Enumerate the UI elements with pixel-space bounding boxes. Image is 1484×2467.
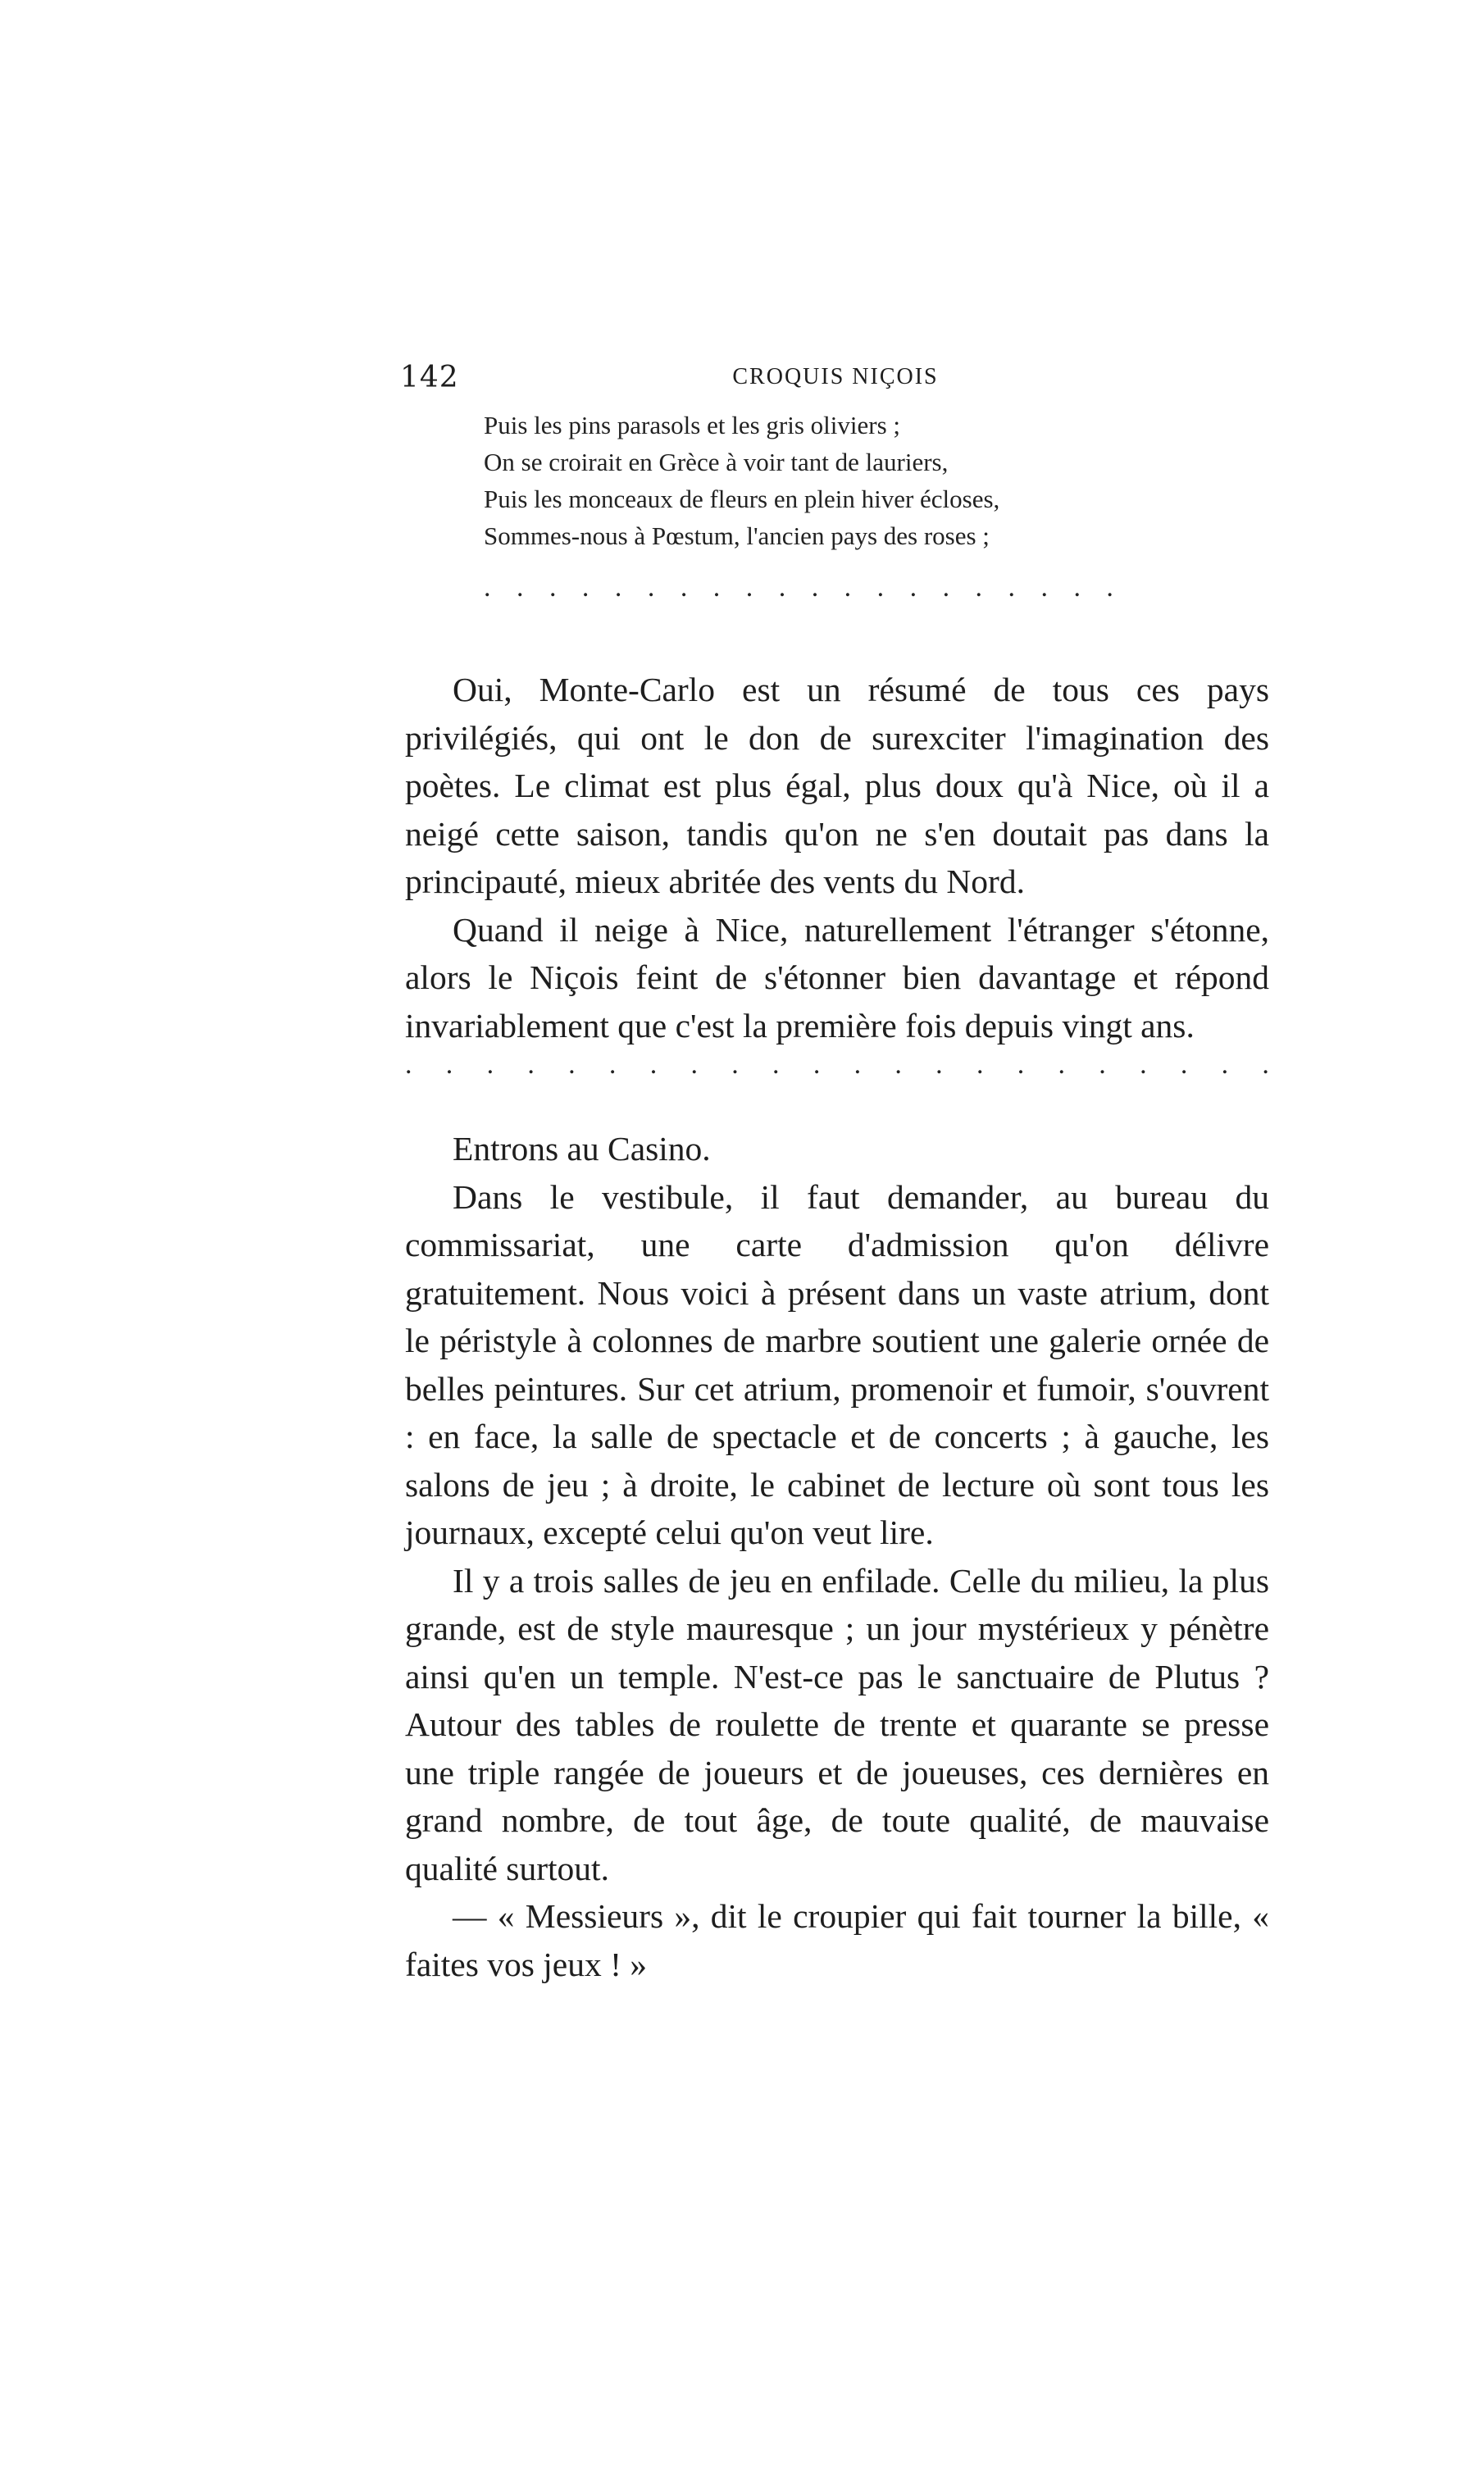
ellipsis-dot: . [1106, 572, 1113, 603]
ellipsis-dot: . [516, 572, 524, 603]
ellipsis-dot: . [712, 572, 721, 603]
poem-verse: On se croirait en Grèce à voir tant de lauriers, [484, 448, 949, 476]
ellipsis-dot: . [1262, 1049, 1269, 1080]
ellipsis-dot: . [649, 1049, 658, 1080]
ellipsis-dot: . [484, 572, 491, 603]
poem-verse: Puis les monceaux de fleurs en plein hiver écloses, [484, 485, 1000, 513]
ellipsis-dot: . [844, 572, 852, 603]
paragraph: — « Messieurs », dit le croupier qui fait tourner la bille, « faites vos jeux ! » [405, 1897, 1269, 1983]
ellipsis-dot: . [690, 1049, 698, 1080]
poem-verse: Puis les pins parasols et les gris oliviers ; [484, 411, 901, 439]
paragraph: Dans le vestibule, il faut demander, au bureau du commissariat, une carte d'admission qu'on délivre gratuitement. Nous voici à présent dans un vaste atrium, dont le péristyle à colonnes de marbre soutient une galerie ornée de belles peintures. Sur cet atrium, promenoir et fumoir, s'ouvrent : en face, la salle de spectacle et de concerts ; à gauche, les salons de jeu ; à droite, le cabinet de lecture où sont tous les journaux, excepté celui qu'on veut lire. [405, 1177, 1269, 1551]
ellipsis-dot: . [486, 1049, 494, 1080]
poem-quotation [484, 407, 1222, 554]
paragraph: Quand il neige à Nice, naturellement l'étranger s'étonne, alors le Niçois feint de s'étonner bien davantage et répond invariablement que c'est la première fois depuis vingt ans. [405, 910, 1269, 1045]
paragraph: Il y a trois salles de jeu en enfilade. Celle du milieu, la plus grande, est de style mauresque ; un jour mystérieux y pénètre ainsi qu'en un temple. N'est-ce pas le sanctuaire de Plutus ? Autour des tables de roulette de trente et quarante se presse une triple rangée de joueurs et de joueuses, ces dernières en grand nombre, de tout âge, de toute qualité, de mauvaise qualité surtout. [405, 1561, 1269, 1887]
page-number: 142 [400, 361, 459, 394]
ellipsis-dot: . [527, 1049, 535, 1080]
prose-section-casino [405, 1125, 1269, 1988]
ellipsis-dot: . [608, 1049, 617, 1080]
ellipsis-dot: . [731, 1049, 739, 1080]
ellipsis-row [484, 572, 1113, 603]
running-title: CROQUIS NIÇOIS [732, 364, 939, 389]
ellipsis-dot: . [1058, 1049, 1065, 1080]
ellipsis-dot: . [647, 572, 655, 603]
ellipsis-dot: . [1180, 1049, 1188, 1080]
ellipsis-dot: . [854, 1049, 862, 1080]
ellipsis-dot: . [680, 572, 688, 603]
ellipsis-dot: . [976, 1049, 984, 1080]
ellipsis-dot: . [1017, 1049, 1025, 1080]
ellipsis-dot: . [876, 572, 885, 603]
ellipsis-dot: . [1140, 1049, 1147, 1080]
ellipsis-dot: . [894, 1049, 902, 1080]
ellipsis-dot: . [1008, 572, 1015, 603]
ellipsis-dot: . [942, 572, 950, 603]
ellipsis-dot: . [568, 1049, 576, 1080]
ellipsis-dot: . [975, 572, 983, 603]
ellipsis-dot: . [813, 1049, 821, 1080]
paragraph: Entrons au Casino. [453, 1130, 711, 1168]
ellipsis-dot: . [1099, 1049, 1106, 1080]
ellipsis-dot: . [445, 1049, 453, 1080]
ellipsis-row [405, 1049, 1269, 1081]
ellipsis-dot: . [614, 572, 622, 603]
page-header [400, 361, 1271, 402]
poem-verse: Sommes-nous à Pœstum, l'ancien pays des roses ; [484, 521, 990, 550]
ellipsis-dot: . [778, 572, 786, 603]
ellipsis-dot: . [1073, 572, 1081, 603]
ellipsis-dot: . [1040, 572, 1048, 603]
ellipsis-dot: . [909, 572, 917, 603]
ellipsis-dot: . [772, 1049, 780, 1080]
ellipsis-dot: . [935, 1049, 943, 1080]
ellipsis-dot: . [581, 572, 590, 603]
paragraph: Oui, Monte-Carlo est un résumé de tous ces pays privilégiés, qui ont le don de surexciter l'imagination des poètes. Le climat est plus égal, plus doux qu'à Nice, où il a neigé cette saison, tandis qu'on ne s'en doutait pas dans la principauté, mieux abritée des vents du Nord. [405, 671, 1269, 900]
ellipsis-dot: . [811, 572, 819, 603]
ellipsis-dot: . [549, 572, 557, 603]
ellipsis-dot: . [405, 1049, 412, 1080]
ellipsis-dot: . [745, 572, 753, 603]
prose-section-monte-carlo [405, 666, 1269, 1049]
ellipsis-dot: . [1221, 1049, 1229, 1080]
